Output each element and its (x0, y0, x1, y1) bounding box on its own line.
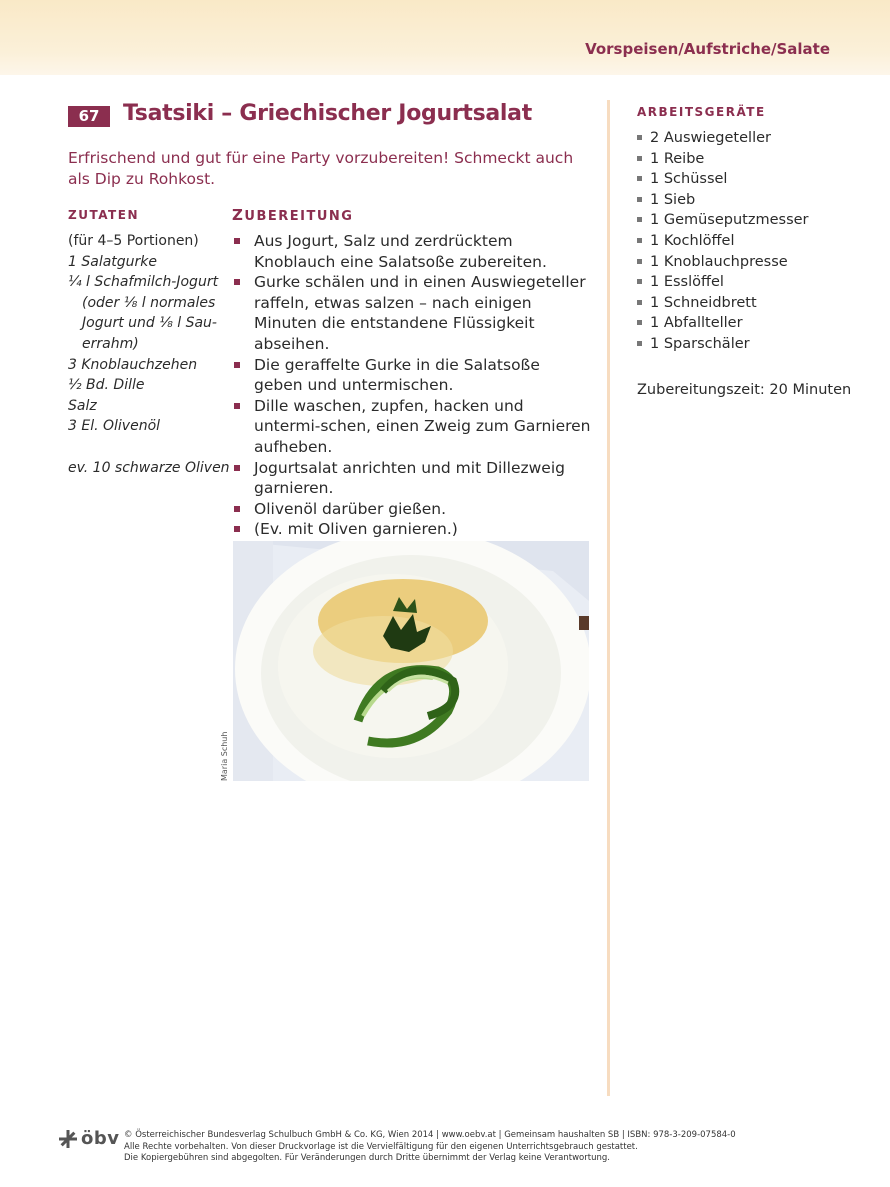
ingredients-list (68, 231, 228, 478)
ingredient-item: Jogurt und ⅛ l Sau- (82, 315, 217, 332)
footer-line: Alle Rechte vorbehalten. Von dieser Druckvorlage ist die Vervielfältigung für den eigenen Unterrichtsgebrauch gestattet. (124, 1141, 638, 1152)
bullet-icon (637, 135, 642, 140)
preparation-steps (233, 231, 593, 540)
equipment-item: 1 Esslöffel (637, 272, 809, 293)
bullet-icon (234, 465, 240, 471)
ingredient-item: Salz (68, 397, 97, 414)
bullet-icon (637, 217, 642, 222)
equipment-item: 1 Knoblauchpresse (637, 252, 809, 273)
bullet-icon (234, 526, 240, 532)
equipment-heading: ARBEITSGERÄTE (637, 105, 766, 119)
oebv-star-icon (58, 1129, 78, 1149)
ingredient-item: ½ Bd. Dille (68, 377, 145, 394)
bullet-icon (234, 506, 240, 512)
equipment-item: 1 Sparschäler (637, 334, 809, 355)
bullet-icon (637, 156, 642, 161)
photo-credit: Maria Schuh (220, 731, 229, 781)
bullet-icon (234, 403, 240, 409)
step-item: Jogurtsalat anrichten und mit Dillezweig garnieren. (233, 458, 593, 499)
ingredient-item: 3 Knoblauchzehen (68, 356, 198, 373)
ingredient-item: ¼ l Schafmilch-Jogurt (68, 274, 219, 291)
publisher-logo (58, 1128, 119, 1149)
header-band (0, 0, 890, 75)
equipment-item: 1 Kochlöffel (637, 231, 809, 252)
logo-text: öbv (81, 1128, 120, 1149)
step-item: (Ev. mit Oliven garnieren.) (233, 519, 593, 540)
step-item: Gurke schälen und in einen Auswiegeteller raffeln, etwas salzen – nach einigen Minuten die entstandene Flüssigkeit abseihen. (233, 272, 593, 354)
bullet-icon (637, 320, 642, 325)
equipment-item: 1 Gemüseputzmesser (637, 210, 809, 231)
step-item: Dille waschen, zupfen, hacken und untermi-schen, einen Zweig zum Garnieren aufheben. (233, 396, 593, 458)
tsatsiki-photo (233, 541, 589, 781)
bullet-icon (234, 362, 240, 368)
ingredient-item: 1 Salatgurke (68, 253, 158, 270)
bullet-icon (637, 300, 642, 305)
bullet-icon (234, 279, 240, 285)
footer-line: © Österreichischer Bundesverlag Schulbuch GmbH & Co. KG, Wien 2014 | www.oebv.at | Gemeinsam haushalten SB | ISBN: 978-3-209-07584-0 (124, 1130, 736, 1140)
bullet-icon (637, 176, 642, 181)
column-divider (607, 100, 610, 1096)
recipe-number-badge: 67 (68, 106, 110, 127)
step-item: Olivenöl darüber gießen. (233, 499, 593, 520)
section-label: Vorspeisen/Aufstriche/Salate (585, 40, 830, 58)
ingredients-heading: ZUTATEN (68, 208, 139, 222)
recipe-intro: Erfrischend und gut für eine Party vorzubereiten! Schmeckt auch als Dip zu Rohkost. (68, 149, 574, 188)
preparation-heading: ZUBEREITUNG (232, 206, 354, 224)
bullet-icon (637, 238, 642, 243)
footer-line: Die Kopiergebühren sind abgegolten. Für Veränderungen durch Dritte übernimmt der Verlag keine Verantwortung. (124, 1153, 610, 1163)
step-item: Die geraffelte Gurke in die Salatsoße geben und untermischen. (233, 355, 593, 396)
ingredient-item: errahm) (82, 335, 139, 352)
equipment-list (637, 128, 809, 355)
ingredient-item: (oder ⅛ l normales (82, 294, 216, 311)
equipment-item: 1 Abfallteller (637, 313, 809, 334)
bullet-icon (637, 259, 642, 264)
equipment-item: 1 Schüssel (637, 169, 809, 190)
bullet-icon (637, 279, 642, 284)
step-item: Aus Jogurt, Salz und zerdrücktem Knoblauch eine Salatsoße zubereiten. (233, 231, 593, 272)
bullet-icon (637, 197, 642, 202)
servings: (für 4–5 Portionen) (68, 233, 199, 249)
recipe-title: Tsatsiki – Griechischer Jogurtsalat (123, 101, 532, 126)
footer-copyright (124, 1130, 736, 1165)
equipment-item: 1 Reibe (637, 149, 809, 170)
equipment-item: 2 Auswiegeteller (637, 128, 809, 149)
bullet-icon (637, 341, 642, 346)
tsatsiki-bowl-icon (233, 541, 589, 781)
prep-time: Zubereitungszeit: 20 Minuten (637, 382, 852, 398)
equipment-item: 1 Schneidbrett (637, 293, 809, 314)
ingredient-optional: ev. 10 schwarze Oliven (68, 459, 230, 476)
ingredient-item: 3 El. Olivenöl (68, 418, 161, 435)
equipment-item: 1 Sieb (637, 190, 809, 211)
bullet-icon (234, 238, 240, 244)
